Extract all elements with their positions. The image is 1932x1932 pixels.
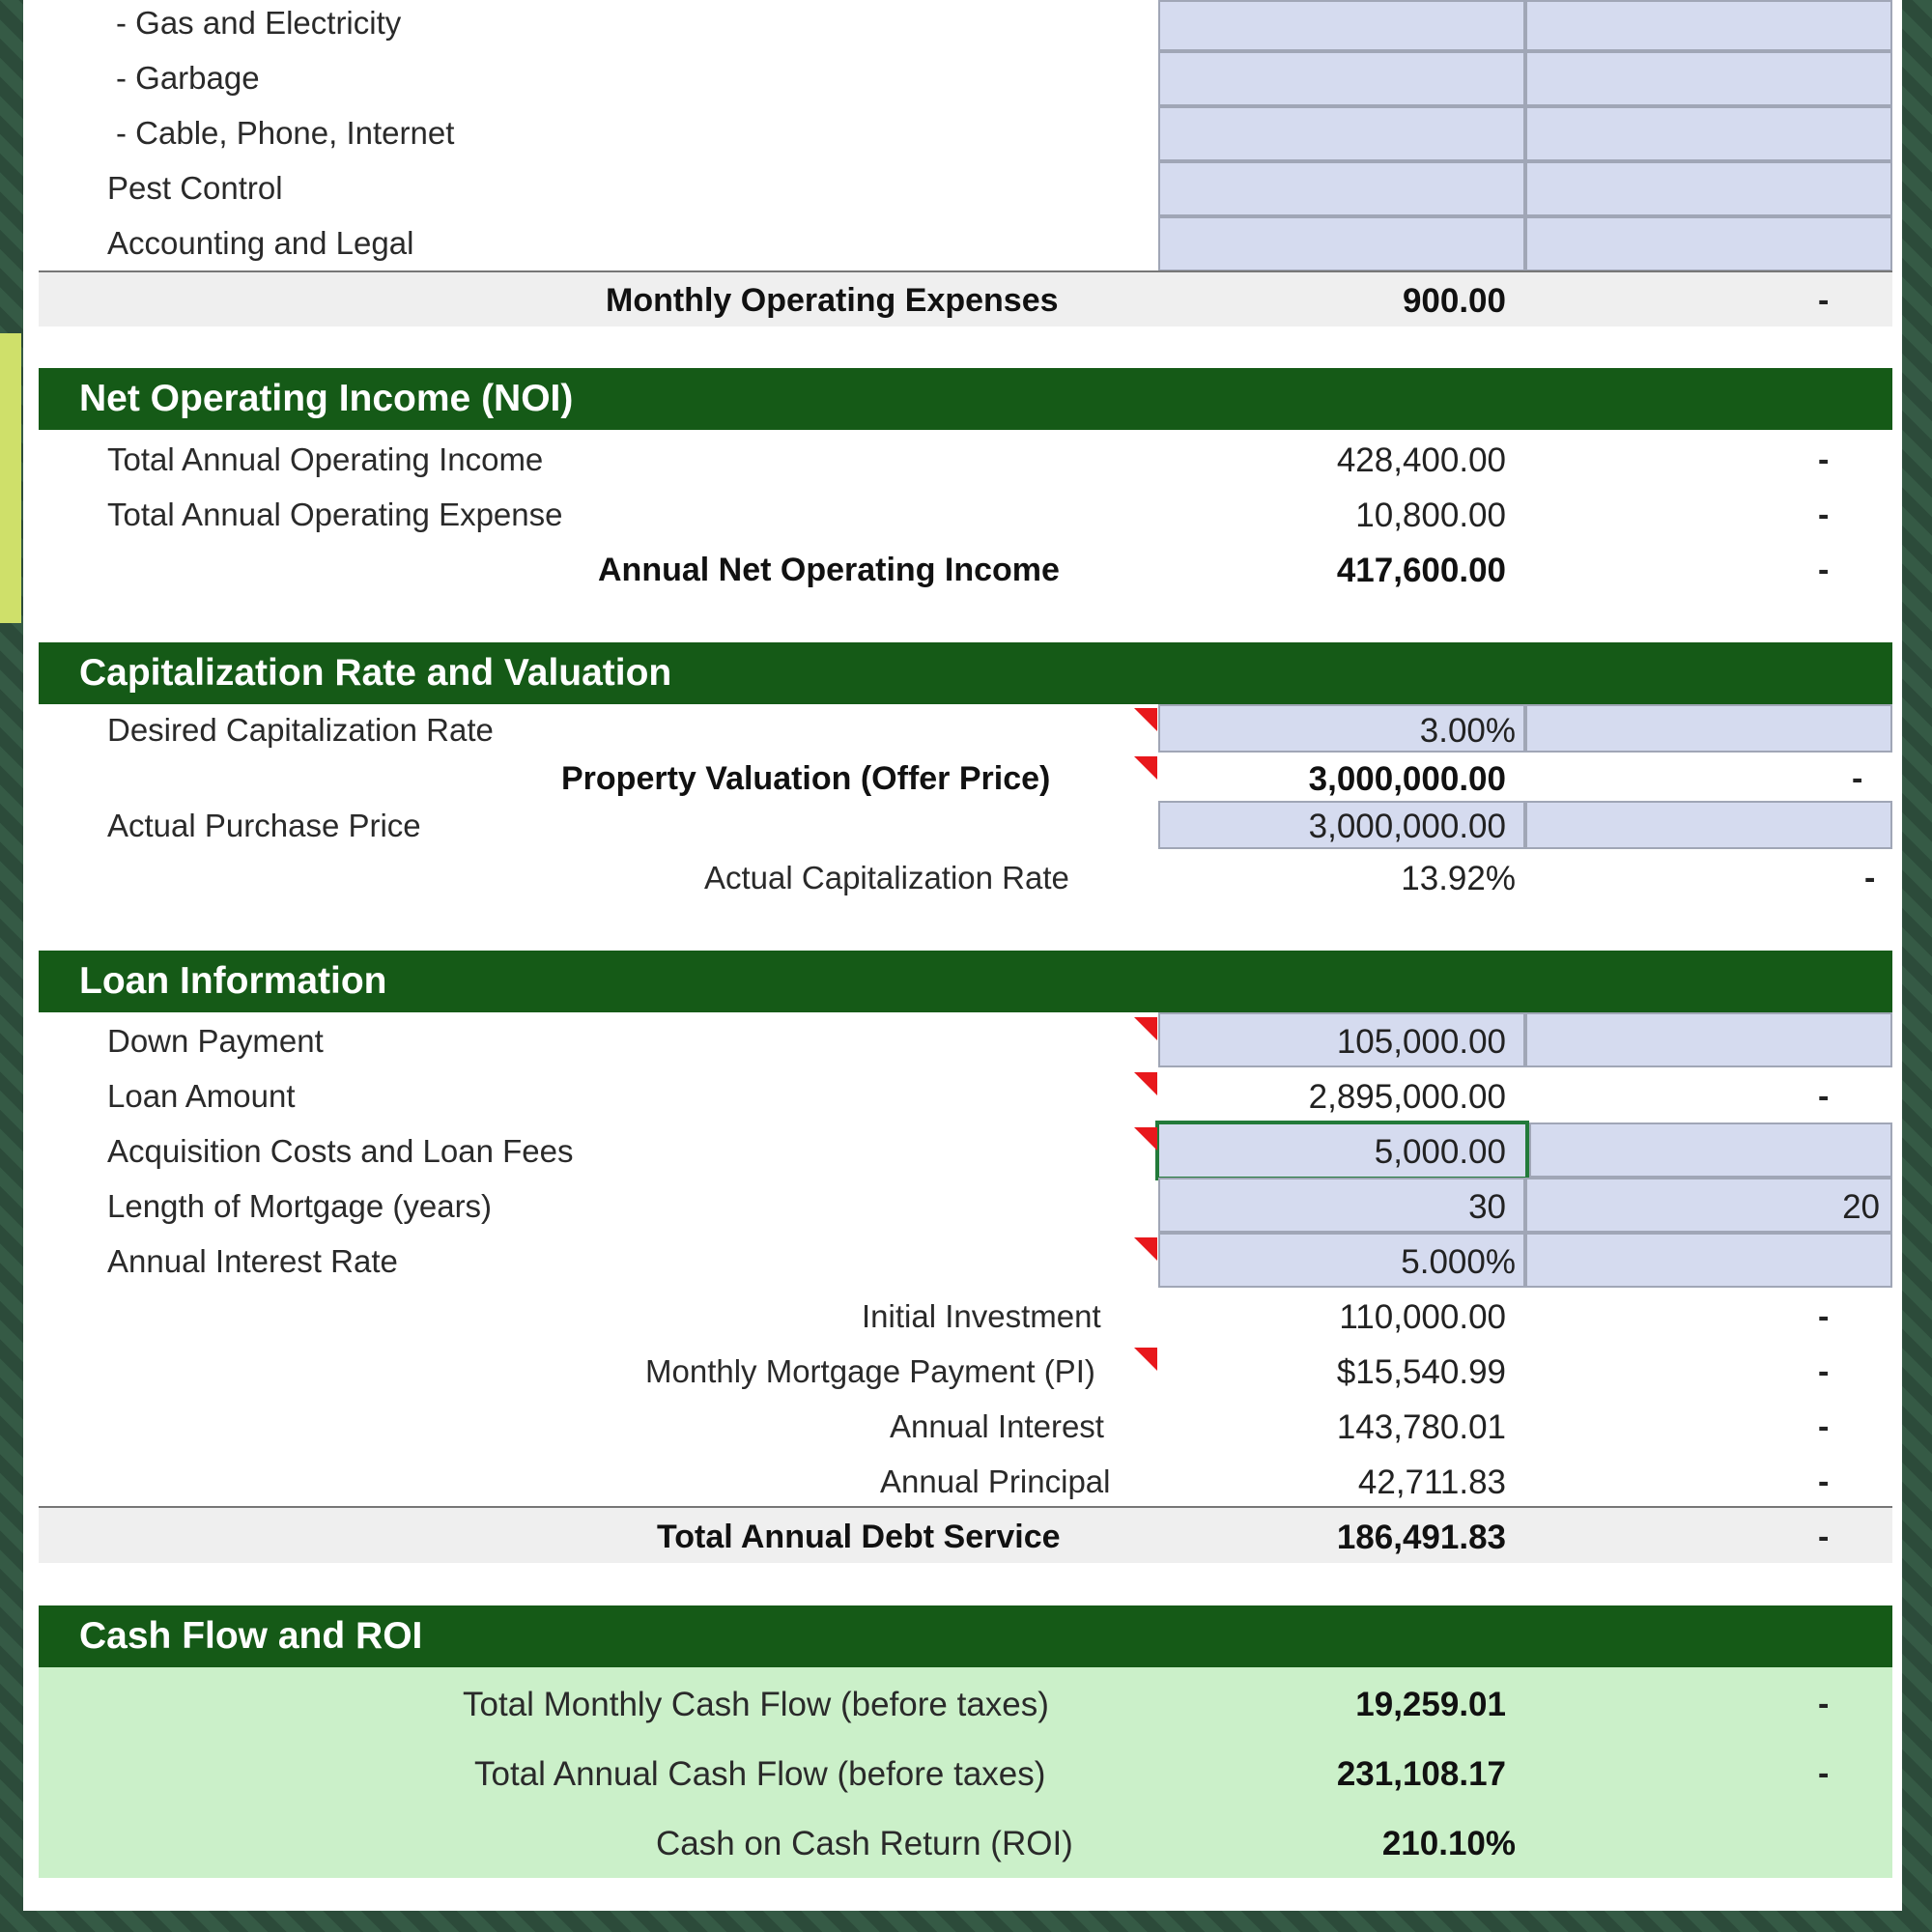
total-annual-operating-income-label: Total Annual Operating Income [107, 441, 544, 477]
total-debt-service-alt: - [1818, 1519, 1830, 1555]
monthly-cashflow-label: Total Monthly Cash Flow (before taxes) [463, 1686, 1049, 1723]
acquisition-costs-input-alt[interactable] [1529, 1122, 1892, 1178]
actual-cap-rate-value: 13.92% [1401, 860, 1516, 897]
monthly-operating-expenses-value: 900.00 [1402, 282, 1506, 320]
initial-investment-alt: - [1818, 1298, 1830, 1335]
section-noi: Net Operating Income (NOI) [39, 368, 1892, 430]
section-cashflow: Cash Flow and ROI [39, 1605, 1892, 1667]
comment-indicator-icon[interactable] [1134, 708, 1157, 731]
annual-cashflow-value: 231,108.17 [1336, 1755, 1506, 1793]
section-loan: Loan Information [39, 951, 1892, 1012]
loan-amount-value: 2,895,000.00 [1308, 1078, 1506, 1116]
actual-purchase-price-value[interactable]: 3,000,000.00 [1308, 808, 1506, 845]
total-annual-operating-income-value: 428,400.00 [1336, 441, 1506, 479]
acquisition-costs-label: Acquisition Costs and Loan Fees [107, 1133, 574, 1169]
accounting-legal-label: Accounting and Legal [107, 225, 414, 261]
garbage-label: - Garbage [116, 60, 260, 96]
pest-control-input-alt[interactable] [1525, 161, 1892, 216]
annual-interest-alt: - [1818, 1408, 1830, 1445]
annual-cashflow-alt: - [1818, 1755, 1830, 1792]
comment-indicator-icon[interactable] [1134, 1072, 1157, 1095]
comment-indicator-icon[interactable] [1134, 1127, 1157, 1151]
mortgage-length-alt[interactable]: 20 [1842, 1188, 1880, 1226]
property-valuation-alt: - [1852, 760, 1863, 797]
down-payment-label: Down Payment [107, 1023, 324, 1059]
annual-principal-value: 42,711.83 [1357, 1463, 1506, 1501]
desired-cap-rate-input-alt[interactable] [1525, 704, 1892, 753]
monthly-operating-expenses-label: Monthly Operating Expenses [606, 282, 1059, 319]
monthly-cashflow-alt: - [1818, 1686, 1830, 1722]
cable-phone-internet-input[interactable] [1158, 106, 1525, 161]
total-annual-operating-expense-value: 10,800.00 [1355, 497, 1506, 534]
property-valuation-label: Property Valuation (Offer Price) [561, 760, 1051, 797]
monthly-mortgage-value: $15,540.99 [1336, 1353, 1506, 1391]
annual-interest-label: Annual Interest [890, 1408, 1104, 1444]
comment-indicator-icon[interactable] [1134, 756, 1157, 780]
roi-label: Cash on Cash Return (ROI) [656, 1825, 1073, 1862]
loan-amount-label: Loan Amount [107, 1078, 296, 1114]
property-valuation-value: 3,000,000.00 [1308, 760, 1506, 798]
acquisition-costs-value[interactable]: 5,000.00 [1374, 1133, 1506, 1171]
cable-phone-internet-input-alt[interactable] [1525, 106, 1892, 161]
gas-electricity-input[interactable] [1158, 0, 1525, 51]
mortgage-length-label: Length of Mortgage (years) [107, 1188, 493, 1224]
mortgage-length-value[interactable]: 30 [1468, 1188, 1506, 1226]
annual-interest-value: 143,780.01 [1336, 1408, 1506, 1446]
initial-investment-value: 110,000.00 [1339, 1298, 1506, 1336]
actual-cap-rate-alt: - [1864, 860, 1876, 896]
annual-principal-label: Annual Principal [880, 1463, 1111, 1499]
down-payment-value[interactable]: 105,000.00 [1336, 1023, 1506, 1061]
total-annual-operating-income-alt: - [1818, 441, 1830, 478]
cable-phone-internet-label: - Cable, Phone, Internet [116, 115, 455, 151]
gas-electricity-label: - Gas and Electricity [116, 5, 402, 41]
annual-cashflow-label: Total Annual Cash Flow (before taxes) [474, 1755, 1046, 1793]
interest-rate-label: Annual Interest Rate [107, 1243, 398, 1279]
section-cap-rate: Capitalization Rate and Valuation [39, 642, 1892, 704]
annual-principal-alt: - [1818, 1463, 1830, 1500]
monthly-mortgage-label: Monthly Mortgage Payment (PI) [645, 1353, 1095, 1389]
accounting-legal-input[interactable] [1158, 216, 1525, 271]
monthly-cashflow-value: 19,259.01 [1355, 1686, 1506, 1723]
annual-noi-value: 417,600.00 [1336, 552, 1506, 589]
monthly-operating-expenses-alt: - [1818, 282, 1830, 319]
total-debt-service-label: Total Annual Debt Service [657, 1519, 1061, 1555]
desired-cap-rate-value[interactable]: 3.00% [1419, 712, 1516, 750]
pest-control-input[interactable] [1158, 161, 1525, 216]
actual-cap-rate-label: Actual Capitalization Rate [704, 860, 1069, 895]
interest-rate-value[interactable]: 5.000% [1401, 1243, 1516, 1281]
loan-amount-alt: - [1818, 1078, 1830, 1115]
actual-purchase-price-label: Actual Purchase Price [107, 808, 421, 843]
actual-purchase-price-input-alt[interactable] [1525, 801, 1892, 849]
comment-indicator-icon[interactable] [1134, 1348, 1157, 1371]
down-payment-input-alt[interactable] [1525, 1012, 1892, 1067]
interest-rate-input-alt[interactable] [1525, 1233, 1892, 1288]
desired-cap-rate-label: Desired Capitalization Rate [107, 712, 494, 748]
garbage-input-alt[interactable] [1525, 51, 1892, 106]
garbage-input[interactable] [1158, 51, 1525, 106]
background-accent [0, 333, 21, 623]
total-debt-service-value: 186,491.83 [1336, 1519, 1506, 1556]
total-annual-operating-expense-label: Total Annual Operating Expense [107, 497, 563, 532]
annual-noi-label: Annual Net Operating Income [598, 552, 1060, 588]
pest-control-label: Pest Control [107, 170, 283, 206]
spreadsheet [23, 0, 1902, 1911]
monthly-mortgage-alt: - [1818, 1353, 1830, 1390]
annual-noi-alt: - [1818, 552, 1830, 588]
accounting-legal-input-alt[interactable] [1525, 216, 1892, 271]
roi-value: 210.10% [1381, 1825, 1516, 1862]
initial-investment-label: Initial Investment [862, 1298, 1101, 1334]
total-annual-operating-expense-alt: - [1818, 497, 1830, 533]
comment-indicator-icon[interactable] [1134, 1237, 1157, 1261]
gas-electricity-input-alt[interactable] [1525, 0, 1892, 51]
comment-indicator-icon[interactable] [1134, 1017, 1157, 1040]
